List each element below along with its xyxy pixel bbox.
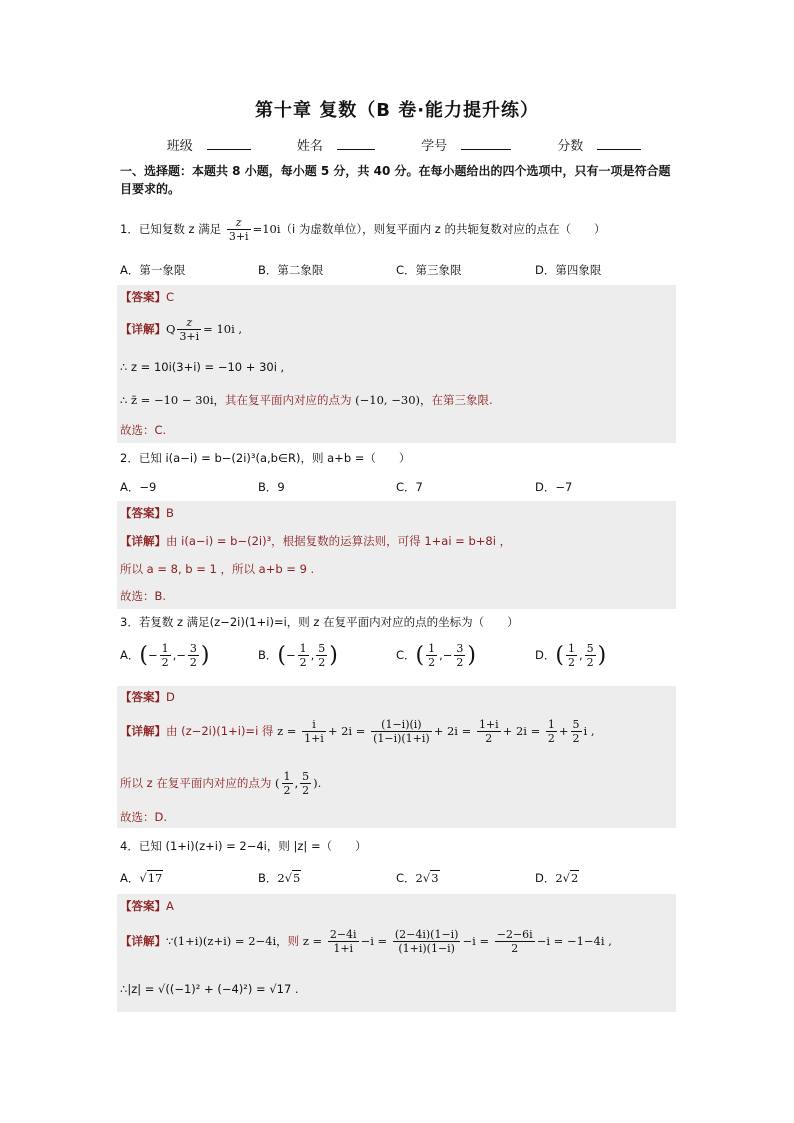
q2-option-a: A．−9	[120, 480, 157, 494]
q2-option-d: D．−7	[535, 480, 573, 494]
student-info-line	[0, 135, 794, 154]
q4-detail-2: ∴|z| = √((−1)² + (−4)²) = √17 .	[120, 982, 299, 996]
q2-conclusion: 故选：B.	[120, 589, 167, 603]
q1-option-a: A．第一象限	[120, 263, 186, 277]
class-field[interactable]: 班级	[153, 139, 251, 154]
q3-option-d: D．( $\frac{1}{2}$ , $\frac{5}{2}$ )	[535, 642, 607, 669]
q2-option-c: C．7	[396, 480, 423, 494]
student-id-field[interactable]: 学号	[407, 139, 511, 154]
q4-detail-1: 【详解】∵(1+i)(z+i) = 2−4i，则 z = $\frac{2-4i}{1+i}$ −i = $\frac{(2-4i)(1-i)}{(1+i)(1-i)}$ −i = $\frac{-2-6i}{2}$ −i = −1−4i ,	[120, 928, 612, 955]
q3-option-b: B．(− $\frac{1}{2}$ , $\frac{5}{2}$ )	[258, 642, 338, 669]
q3-answer-box	[117, 686, 676, 828]
q2-detail-2: 所以 a = 8, b = 1 ，所以 a+b = 9 .	[120, 562, 315, 576]
name-field[interactable]: 姓名	[283, 139, 375, 154]
q1-answer: 【答案】C	[120, 290, 175, 304]
question-1: 1．已知复数 z 满足 $\frac{z}{3+i}$ =10i（i 为虚数单位），则复平面内 z 的共轭复数对应的点在（ ）	[120, 216, 606, 243]
section-heading: 一、选择题：本题共 8 小题，每小题 5 分，共 40 分。在每小题给出的四个选项中，只有一项是符合题目要求的。	[120, 164, 671, 196]
q1-option-c: C．第三象限	[396, 263, 462, 277]
q4-answer: 【答案】A	[120, 899, 174, 913]
q3-conclusion: 故选：D.	[120, 810, 168, 824]
q2-option-b: B．9	[258, 480, 285, 494]
q3-answer: 【答案】D	[120, 690, 175, 704]
q4-option-c: C．2√3	[396, 871, 439, 885]
q2-answer: 【答案】B	[120, 506, 174, 520]
q3-detail-1: 【详解】由 (z−2i)(1+i)=i 得 z = $\frac{i}{1+i}$ + 2i = $\frac{(1-i)(i)}{(1-i)(1+i)}$ + 2i = $\frac{1+i}{2}$ + 2i = $\frac{1}{2}$ + $\frac{5}{2}$ i ,	[120, 718, 595, 745]
q4-option-d: D．2√2	[535, 871, 579, 885]
q4-option-b: B．2√5	[258, 871, 301, 885]
question-4: 4．已知 (1+i)(z+i) = 2−4i，则 |z| =（ ）	[120, 839, 367, 853]
q2-detail-1: 【详解】由 i(a−i) = b−(2i)³，根据复数的运算法则，可得 1+ai = b+8i ，	[120, 534, 512, 548]
score-field[interactable]: 分数	[543, 139, 641, 154]
question-2: 2．已知 i(a−i) = b−(2i)³(a,b∈R)，则 a+b =（ ）	[120, 451, 411, 465]
q1-option-b: B．第二象限	[258, 263, 324, 277]
page-title: 第十章 复数（B 卷·能力提升练）	[254, 100, 540, 121]
q1-option-d: D．第四象限	[535, 263, 602, 277]
q4-option-a: A．√17	[120, 871, 163, 885]
question-3: 3．若复数 z 满足(z−2i)(1+i)=i，则 z 在复平面内对应的点的坐标为（ ）	[120, 615, 519, 629]
q3-detail-2: 所以 z 在复平面内对应的点为 ( $\frac{1}{2}$ , $\frac{5}{2}$ ).	[120, 770, 322, 797]
q1-detail-2: ∴ z = 10i(3+i) = −10 + 30i ,	[120, 360, 285, 374]
q1-conclusion: 故选：C.	[120, 423, 167, 437]
q3-option-a: A．(− $\frac{1}{2}$ ,− $\frac{3}{2}$ )	[120, 642, 210, 669]
q3-option-c: C．( $\frac{1}{2}$ ,− $\frac{3}{2}$ )	[396, 642, 477, 669]
q1-detail-3: ∴ z̄ = −10 − 30i，其在复平面内对应的点为 (−10, −30)，在第三象限.	[120, 393, 493, 407]
q1-detail-1: 【详解】Q $\frac{z}{3+i}$ = 10i ,	[120, 316, 243, 343]
